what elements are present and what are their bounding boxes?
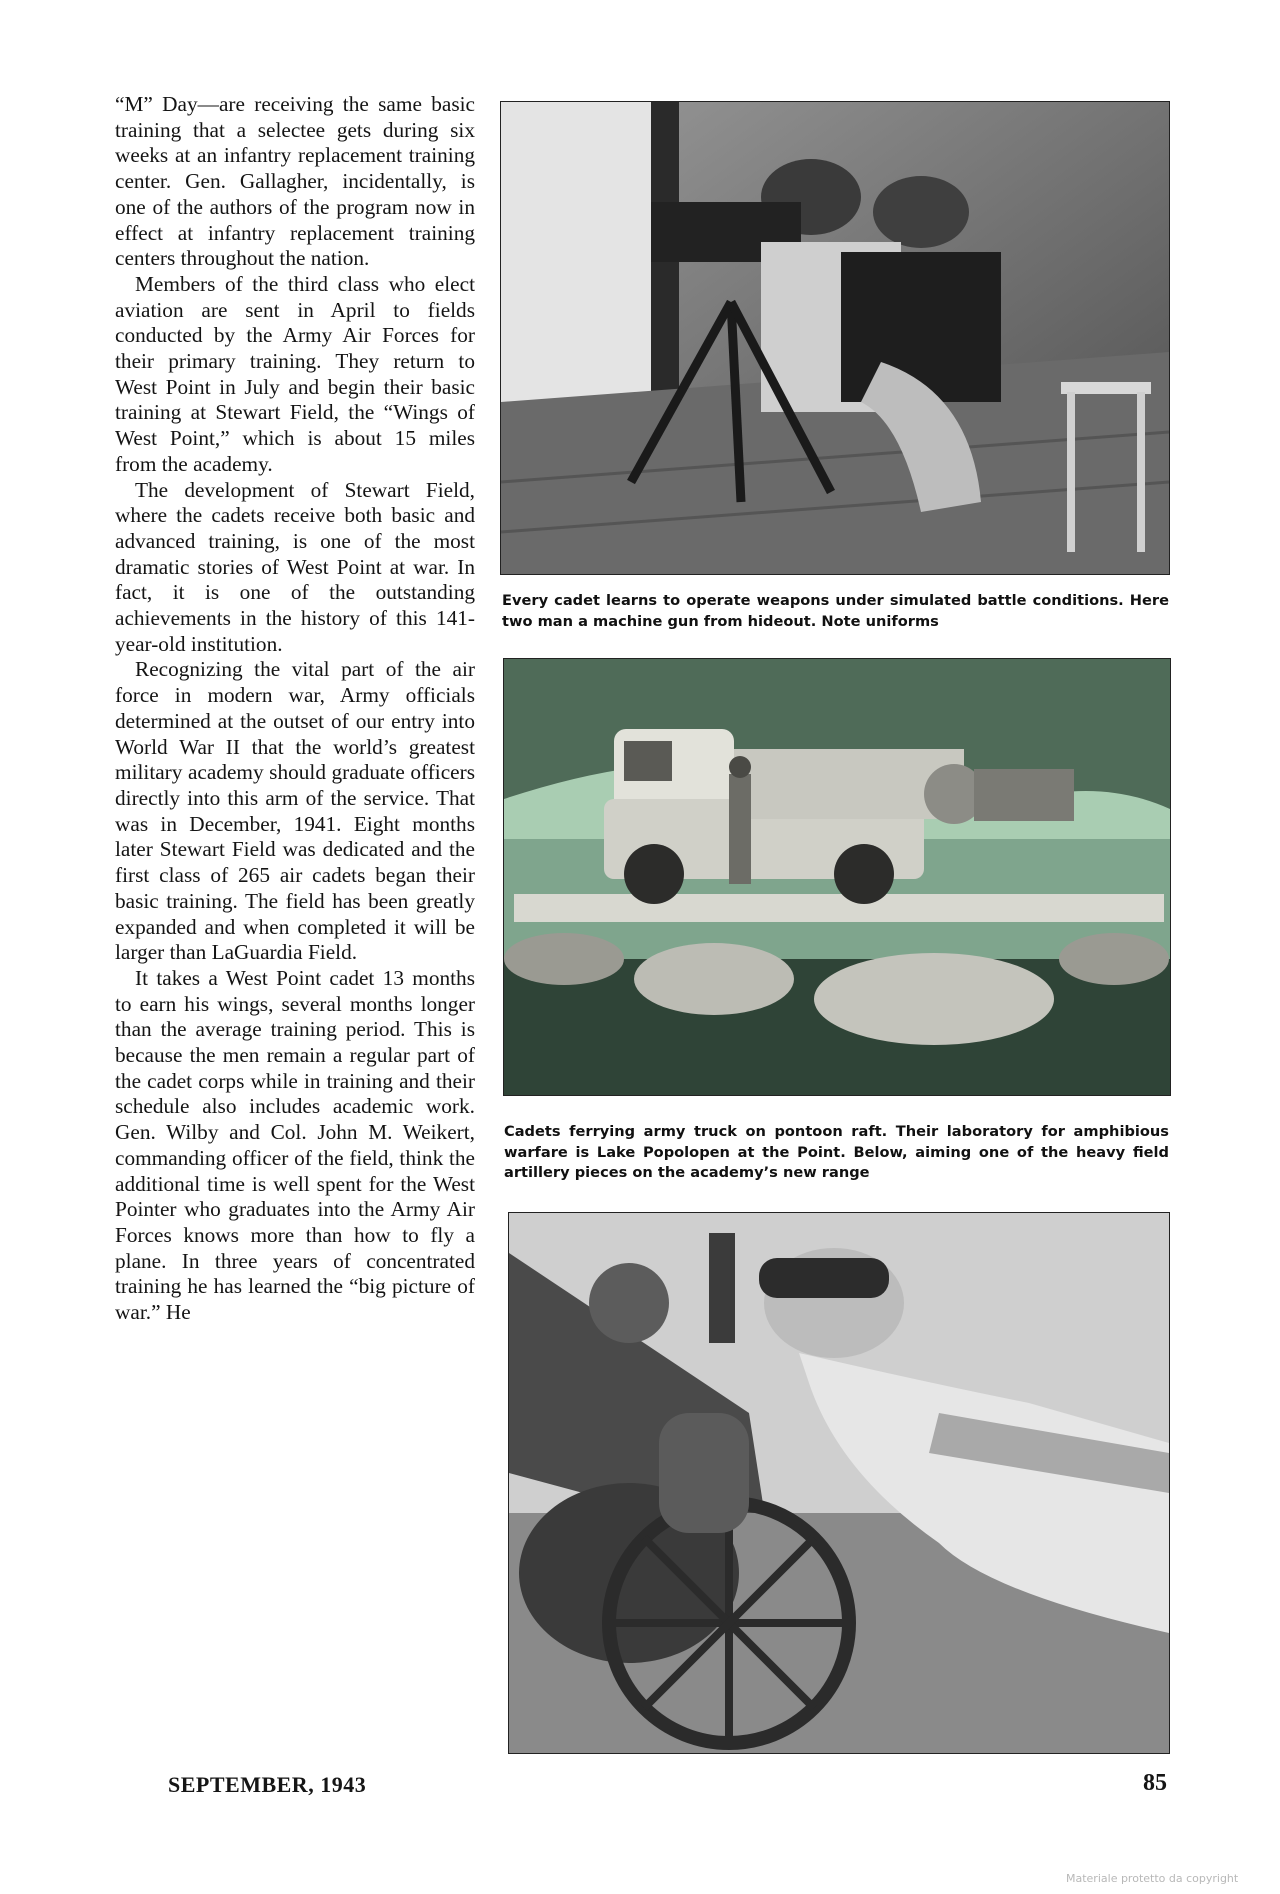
field-artillery-photo [508,1212,1170,1754]
article-text-column [115,92,475,1326]
copyright-watermark: Materiale protetto da copyright [1066,1872,1239,1885]
page-number: 85 [1143,1770,1167,1796]
article-paragraph: Members of the third class who elect aviation are sent in April to fields conducted by the Army Air Forces for their primary training. They return to West Point in July and begin their basic training at Stewart Field, the “Wings of West Point,” which is about 15 miles from the academy. [115,271,475,476]
issue-date: SEPTEMBER, 1943 [168,1772,367,1797]
pontoon-raft-photo [503,658,1171,1096]
machine-gun-photo [500,101,1170,575]
article-paragraph: Recognizing the vital part of the air force in modern war, Army officials determined at the outset of our entry into World War II that the world’s greatest military academy should graduate officers directly into this arm of the service. That was in December, 1941. Eight months later Stewart Field was dedicated and the first class of 265 air cadets began their basic training. The field has been greatly expanded and when completed it will be larger than LaGuardia Field. [115,657,475,965]
photo-caption: Cadets ferrying army truck on pontoon raft. Their laboratory for amphibious warfare is Lake Popolopen at the Point. Below, aiming one of the heavy field artillery pieces on the academy’s new range [504,1123,1169,1181]
article-paragraph: The development of Stewart Field, where the cadets receive both basic and advanced training, is one of the most dramatic stories of West Point at war. In fact, it is one of the outstanding achievements in the history of this 141-year-old institution. [115,477,475,656]
article-paragraph: “M” Day—are receiving the same basic training that a selectee gets during six weeks at an infantry replacement training center. Gen. Gallagher, incidentally, is one of the authors of the program now in effect at infantry replacement training centers throughout the nation. [115,92,475,271]
photo-caption: Every cadet learns to operate weapons under simulated battle conditions. Here two man a machine gun from hideout. Note uniforms [502,592,1169,630]
article-paragraph: It takes a West Point cadet 13 months to earn his wings, several months longer than the average training period. This is because the men remain a regular part of the cadet corps while in training and their schedule also includes academic work. Gen. Wilby and Col. John M. Weikert, commanding officer of the field, think the additional time is well spent for the West Pointer who graduates into the Army Air Forces knows more than how to fly a plane. In three years of concentrated training he has learned the “big picture of war.” He [115,965,475,1325]
